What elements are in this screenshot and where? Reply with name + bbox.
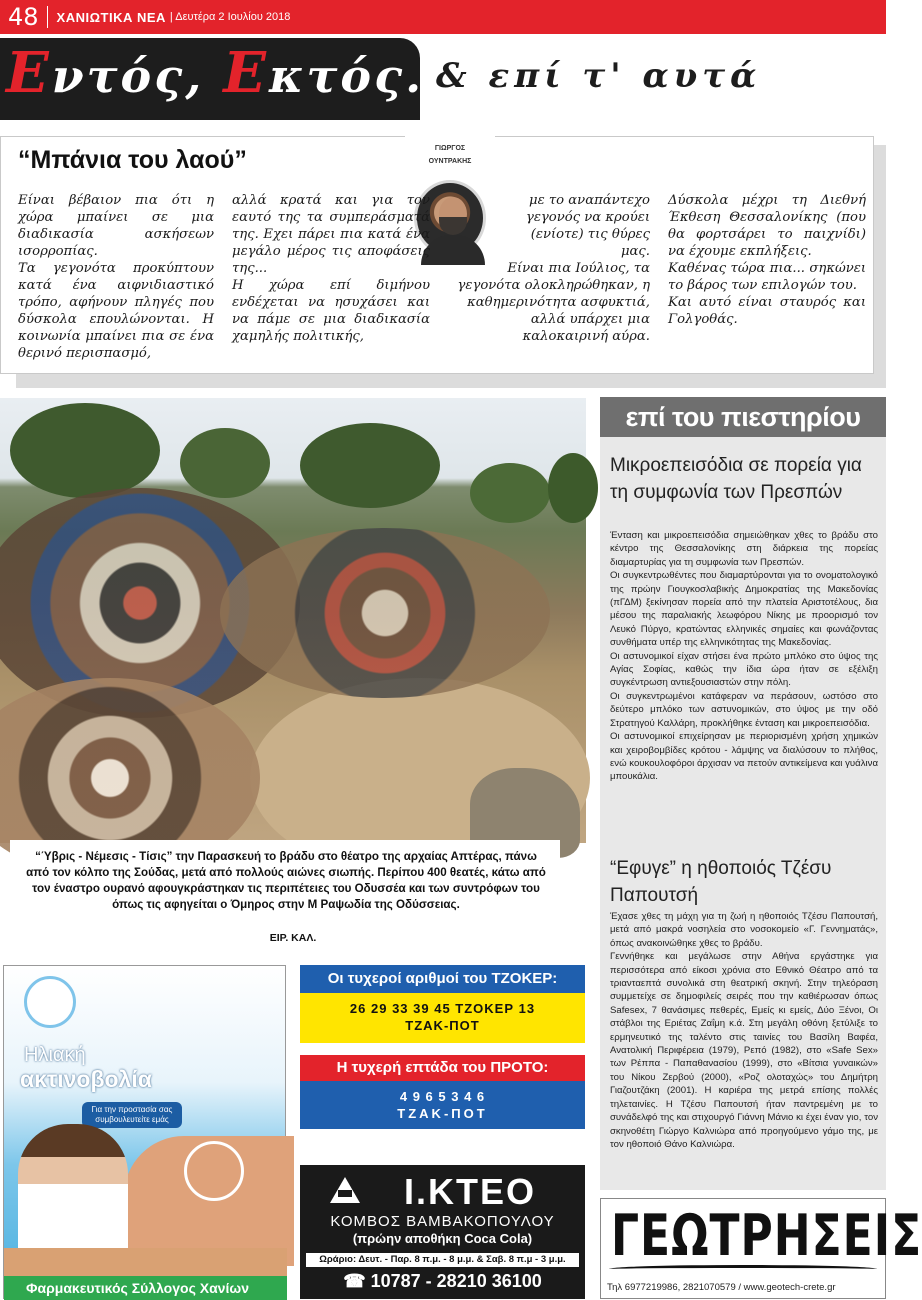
story1-body (610, 529, 878, 784)
sun-ad-badge: Για την προστασία σας συμβουλευτείτε εμάς (82, 1102, 182, 1128)
theatre-photo (0, 398, 586, 843)
story-paragraph: Οι αστυνομικοί είχαν στήσει ένα πρώτο μπλόκο στο ύψος της Αγίας Σοφίας, καθώς την ίδια ώρα ήταν σε εξέλιξη συγκέντρωση αντιεξουσιαστών στην πόλη. (610, 650, 878, 689)
author-first-name: ΓΙΩΡΓΟΣ (434, 145, 466, 152)
column-text-col-2 (232, 192, 430, 345)
geotriseis-ad (600, 1198, 922, 1299)
issue-date: | Δευτέρα 2 Ιουλίου 2018 (169, 11, 291, 23)
author-name (405, 142, 495, 168)
column-text-col-3 (450, 192, 650, 345)
section-title-initial-2: Ε (223, 40, 269, 106)
story-paragraph: Έχασε χθες τη μάχη για τη ζωή η ηθοποιός Τζέσυ Παπουτσή, μετά από μακρά νοσηλεία στο νοσοκομείο «Γ. Γεννηματάς», όπως ανακοινώθηκε χθες το βράδυ. (610, 911, 878, 949)
story2-title: “Εφυγε” η ηθοποιός Τζέσυ Παπουτσή (610, 858, 832, 906)
section-subtitle: & επί τ' αυτά (436, 56, 762, 96)
column-paragraph: Είναι βέβαιον πια ότι η χώρα μπαίνει σε μια διαδικασία ασκήσεων ισορροπίας. (18, 193, 214, 259)
sun-drawing-icon (184, 1141, 244, 1201)
joker-numbers-box (300, 965, 585, 1043)
story-paragraph: Ένταση και μικροεπεισόδια σημειώθηκαν χθες το βράδυ στο κέντρο της Θεσσαλονίκης στη διάρκεια της πορείας διαμαρτυρίας για τη συμφωνία των Πρεσπών. (610, 530, 878, 568)
column-paragraph: Είναι πια Ιούλιος, τα γεγονότα ολοκληρώθηκαν, η καθημερινότητα ασφυκτιά, αλλά υπάρχει μια καλοκαιρινή αύρα. (457, 261, 650, 344)
proto-jackpot: ΤΖΑΚ-ΠΟΤ (397, 1106, 488, 1121)
joker-header: Οι τυχεροί αριθμοί του ΤΖΟΚΕΡ: (300, 965, 585, 993)
kteo-former-name: (πρώην αποθήκη Coca Cola) (352, 1231, 533, 1246)
kteo-location: ΚΟΜΒΟΣ ΒΑΜΒΑΚΟΠΟΥΛΟΥ (330, 1213, 555, 1230)
column-paragraph: Τα γεγονότα προκύπτουν κατά ένα αιφνιδιαστικό τρόπο, αφήνουν πληγές που δύσκολα επουλώνονται. Η κοινωνία μπαίνει πια σε ένα θερινό περισπασμό, (18, 261, 214, 361)
story1-title: Μικροεπεισόδια σε πορεία για τη συμφωνία των Πρεσπών (610, 455, 862, 503)
author-last-name: ΟΥΝΤΡΑΚΗΣ (428, 158, 472, 165)
kteo-ad (300, 1165, 585, 1299)
sun-ad-line-1: Ηλιακή (24, 1044, 86, 1066)
story-paragraph: Οι συγκεντρωμένοι κατάφεραν να περάσουν, ωστόσο στο δεύτερο μπλόκο των αστυνομικών, στο ύψος με την οδό Στρατηγού Καλλάρη, προκλήθηκε ένταση και μικροεπεισόδια. (610, 690, 878, 729)
column-paragraph: Η χώρα επί διμήνου ενδέχεται να ησυχάσει και να πάμε σε μια διαδικασία χαμηλής πολιτικής, (232, 278, 430, 344)
story-paragraph: Οι συγκεντρωθέντες που διαμαρτύρονται για το ονοματολογικό της πρώην Γιουγκοσλαβικής Δημοκρατίας της Μακεδονίας (πΓΔΜ) ξεκίνησαν πορεία από την πλατεία Αριστοτέλους, δια μέσου της παραλιακής λεωφόρου Νίκης με προορισμό τον Λευκό Πύργο, κρατώντας ελληνικές σημαίες και φωνάζοντας συνθήματα υπέρ της ελληνικότητας της Μακεδονίας. (610, 570, 878, 649)
geotriseis-contact: Τηλ 6977219986, 2821070579 / www.geotech-crete.gr (607, 1282, 836, 1293)
sidebar-heading: επί του πιεστηρίου (600, 397, 886, 437)
joker-jackpot: ΤΖΑΚ-ΠΟΤ (405, 1018, 480, 1033)
paper-name: ΧΑΝΙΩΤΙΚΑ ΝΕΑ (56, 9, 166, 25)
joker-numbers: 26 29 33 39 45 ΤΖΟΚΕΡ 13 (349, 1001, 536, 1016)
kteo-hours: Ωράριο: Δευτ. - Παρ. 8 π.μ. - 8 μ.μ. & Σαβ. 8 π.μ - 3 μ.μ. (306, 1253, 579, 1267)
story-paragraph: Οι αστυνομικοί επιχείρησαν με περιορισμένη χρήση χημικών και χειροβομβίδες κρότου - λάμψης να διαλύσουν το πλήθος, ενώ κουκουλοφόροι άρχισαν να πετούν αντικείμενα και γυάλινα μπουκάλια. (610, 731, 878, 783)
proto-header: Η τυχερή επτάδα του ΠΡΟΤΟ: (300, 1055, 585, 1081)
sun-ad-footer: Φαρμακευτικός Σύλλογος Χανίων (4, 1276, 287, 1300)
sun-ad-line-2: ακτινοβολία (20, 1066, 152, 1092)
column-text-col-1 (18, 192, 214, 362)
column-paragraph: αλλά κρατά και για τον εαυτό της τα συμπεράσματά της. Εχει πάρει πια κατά ένα μεγάλο μέρος τις αποφάσεις της... (232, 193, 430, 276)
page-header-bar (0, 0, 886, 34)
story-paragraph: Γεννήθηκε και μεγάλωσε στην Αθήνα εργάστηκε για περισσότερα από είκοσι χρόνια στο Εθνικό Θέατρο από τα τριανταεπτά συνολικά στη θεατρική σκηνή. Στην τηλεόραση συμμετείχε σε δημοφιλείς σειρές που την καθιέρωσαν όπως Safesex, 7 θανάσιμες πεθερές, Εμείς κι εμείς, Δύο Ξένοι, Οι στάβλοι της Εριέτας Ζαΐμη κ.ά. Στη μεγάλη οθόνη ξετύλιξε το ερμηνευτικό της ταλέντο στις ταινίες του Βασίλη Βαφέα, Ανατολική Περιφέρεια (1979), Ρεπό (1982), στο «Safe Sex» των Ρέππα - Παπαθανασίου (1999), στο «Βίτσια γυναικών» του Νίκου Ζερβού (2000), «Ροζ ολοταχώς» του Δημήτρη Γιαζουτζάκη (2001). Η καριέρα της μετρά επίσης πολλές τηλεταινίες. Η Τζέσυ Παπουτσή ήταν παντρεμένη με το συνάδελφό της και στιχουργό Γιάννη Μάνιο κι έχει έναν γιο, τον σκηνοθέτη Γιώργο Καλνιώρα από προηγούμενο γάμο της, με τον ηθοποιό Θάνο Καλνιώρα. (610, 951, 878, 1150)
pharmacists-sun-ad (3, 965, 286, 1299)
column-text-col-4 (668, 192, 866, 328)
page-number: 48 (8, 3, 39, 31)
section-title-word-2: κτός... (268, 49, 463, 103)
header-divider (47, 6, 48, 28)
section-title (6, 40, 462, 106)
column-title: “Μπάνια του λαού” (18, 146, 247, 174)
geotriseis-name: ΓΕΩΤΡΗΣΕΙΣ (611, 1203, 922, 1270)
proto-numbers-box (300, 1055, 585, 1129)
kteo-name: Ι.ΚΤΕΟ (403, 1171, 536, 1212)
kteo-phone: ☎ 10787 - 28210 36100 (343, 1271, 542, 1291)
column-paragraph: με το αναπάντεχο γεγονός να κρούει (ενίοτε) τις θύρες μας. (525, 193, 650, 259)
section-title-initial-1: Ε (6, 40, 52, 106)
photo-caption: “Ύβρις - Νέμεσις - Τίσις” την Παρασκευή το βράδυ στο θέατρο της αρχαίας Απτέρας, πάνω από τον κόλπο της Σούδας, μετά από πολλούς αιώνες σιωπής. Περίπου 400 θεατές, κάτω από τον έναστρο ουρανό αφουγκράστηκαν τις περιπέτειες του Οδυσσέα και των συντρόφων του όπως τις αφηγείται ο Όμηρος στην Μ Ραψωδία της Οδύσσειας. (26, 850, 546, 911)
kteo-car-icon (328, 1175, 362, 1205)
column-paragraph: Και αυτό είναι σταυρός και Γολγοθάς. (668, 295, 866, 327)
photo-credit: ΕΙΡ. ΚΑΛ. (269, 932, 317, 944)
section-title-word-1: ντός, (51, 49, 224, 103)
wave-icon (609, 1265, 877, 1273)
column-paragraph: Δύσκολα μέχρι τη Διεθνή Έκθεση Θεσσαλονίκης (που θα φορτσάρει το παιχνίδι) να έχουμε εκπλήξεις. (668, 193, 866, 259)
column-paragraph: Καθένας τώρα πια... σηκώνει το βάρος των επιλογών του. (668, 261, 866, 293)
proto-numbers: 4 9 6 5 3 4 6 (399, 1089, 486, 1104)
story2-body (610, 910, 878, 1151)
sun-icon (24, 976, 76, 1028)
